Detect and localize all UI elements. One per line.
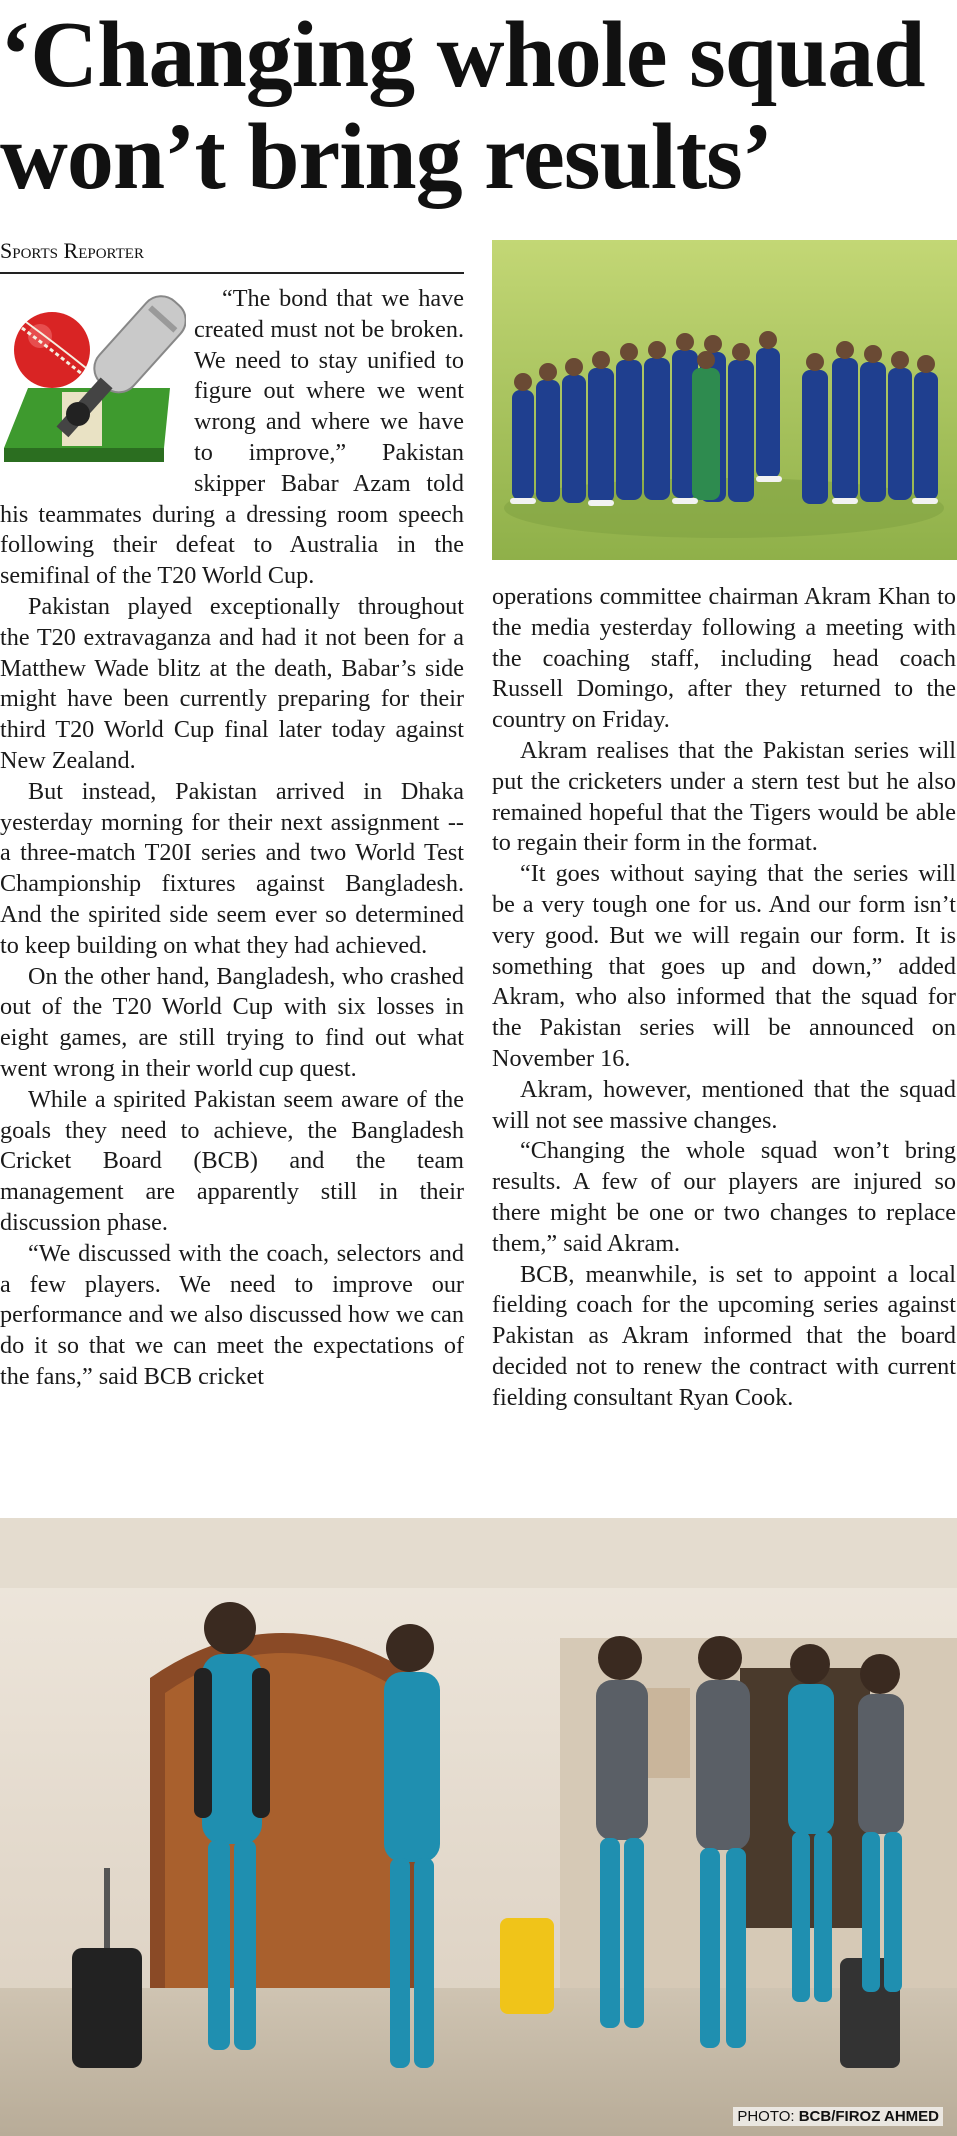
paragraph-5: While a spirited Pakistan seem aware of the goals they need to achieve, the Bangladesh Cricket Board (BCB) and the team management are apparently still in their discussion phase. <box>0 1085 464 1236</box>
pakistan-squad-illustration <box>0 1518 957 2136</box>
article-column-2 <box>492 582 956 1414</box>
paragraph-8: Akram realises that the Pakistan series will put the cricketers under a stern test but he also remained hopeful that the Tigers would be able to regain their form in the format. <box>492 736 956 857</box>
photo-credit-prefix: PHOTO: <box>737 2108 799 2125</box>
paragraph-9: “It goes without saying that the series will be a very tough one for us. And our form isn’t very good. But we will regain our form. It is something that goes up and down,” added Akram, who also informed that the squad for the Pakistan series will be announced on November 16. <box>492 860 956 1072</box>
pakistan-squad-arrival-photo <box>0 1518 957 2136</box>
paragraph-10: Akram, however, mentioned that the squad will not see massive changes. <box>492 1075 956 1134</box>
paragraph-12: BCB, meanwhile, is set to appoint a local fielding coach for the upcoming series against Pakistan as Akram informed that the board decided not to renew the contract with current fielding consultant Ryan Cook. <box>492 1260 956 1411</box>
paragraph-2: Pakistan played exceptionally throughout the T20 extravaganza and had it not been for a Matthew Wade blitz at the death, Babar’s side might have been currently preparing for their third T20 World Cup final later today against New Zealand. <box>0 592 464 774</box>
team-huddle-illustration <box>492 240 957 560</box>
photo-credit-source: BCB/FIROZ AHMED <box>798 2108 939 2125</box>
team-huddle-photo <box>492 240 957 560</box>
cricket-ball-and-microphone-icon <box>0 288 186 470</box>
headline-line-2: won’t bring results’ <box>0 105 773 209</box>
article-column-1 <box>0 284 464 1393</box>
headline-line-1: ‘Changing whole squad <box>0 3 925 107</box>
paragraph-6: “We discussed with the coach, selectors and a few players. We need to improve our performance and we also discussed how we can do it so that we can meet the expectations of the fans,” said BCB cricket <box>0 1239 464 1390</box>
byline: Sports Reporter <box>0 236 464 274</box>
paragraph-11: “Changing the whole squad won’t bring results. A few of our players are injured so there might be one or two changes to replace them,” said Akram. <box>492 1137 956 1257</box>
paragraph-4: On the other hand, Bangladesh, who crashed out of the T20 World Cup with six losses in eight games, are still trying to find out what went wrong in their world cup quest. <box>0 962 464 1082</box>
paragraph-1: “The bond that we have created must not be broken. We need to stay unified to figure out where we went wrong and where we have to improve,” Pakistan skipper Babar Azam told his teammates during a dressing room speech following their defeat to Australia in the semifinal of the T20 World Cup. <box>0 285 464 590</box>
photo-credit <box>733 2107 943 2126</box>
paragraph-7: operations committee chairman Akram Khan to the media yesterday following a meeting with the coaching staff, including head coach Russell Domingo, after they returned to the country on Friday. <box>492 583 956 734</box>
headline <box>0 4 957 208</box>
paragraph-3: But instead, Pakistan arrived in Dhaka yesterday morning for their next assignment -- a three-match T20I series and two World Test Championship fixtures against Bangladesh. And the spirited side seem ever so determined to keep building on what they had achieved. <box>0 777 464 959</box>
